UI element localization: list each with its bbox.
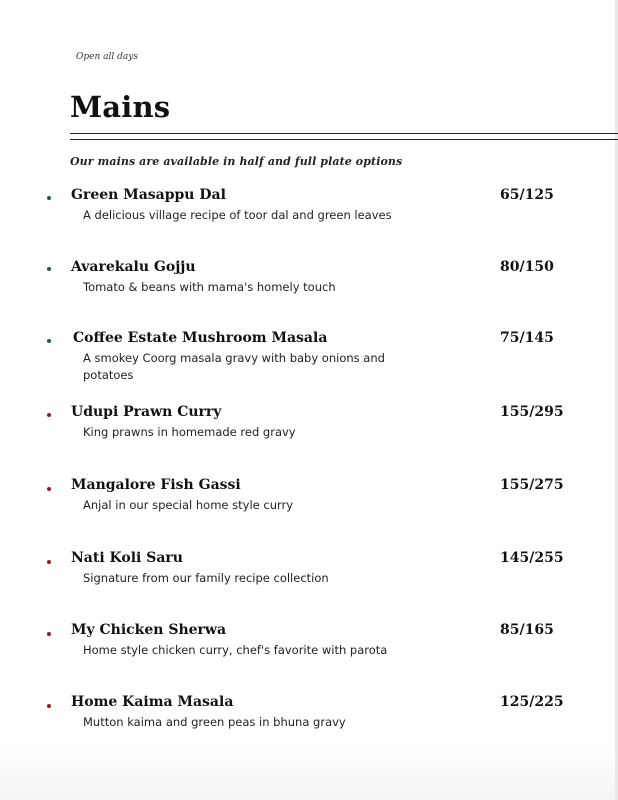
dish-description: Signature from our family recipe collection [83, 571, 329, 585]
dish-description: Anjal in our special home style curry [83, 498, 294, 512]
section-title: Mains [70, 90, 171, 124]
dish-price: 145/255 [500, 550, 564, 566]
dish-price: 65/125 [500, 187, 554, 203]
dish-description: King prawns in homemade red gravy [83, 425, 296, 439]
dish-price: 80/150 [500, 259, 554, 275]
dish-name: Nati Koli Saru [71, 550, 183, 566]
dish-name: Home Kaima Masala [71, 694, 234, 710]
dish-description: Home style chicken curry, chef's favorite with parota [83, 643, 388, 657]
veg-bullet-icon [47, 267, 51, 271]
dish-price: 155/275 [500, 477, 564, 493]
menu-item [40, 622, 580, 682]
menu-item [40, 550, 580, 610]
dish-name: Mangalore Fish Gassi [71, 477, 241, 493]
dish-name: My Chicken Sherwa [71, 622, 227, 638]
veg-bullet-icon [47, 196, 51, 200]
title-rule-bottom [70, 139, 618, 140]
menu-item [40, 694, 580, 754]
dish-price: 125/225 [500, 694, 564, 710]
dish-price: 155/295 [500, 404, 564, 420]
title-rule-top [70, 133, 618, 134]
dish-price: 75/145 [500, 330, 554, 346]
dish-price: 85/165 [500, 622, 554, 638]
nonveg-bullet-icon [47, 704, 51, 708]
nonveg-bullet-icon [47, 632, 51, 636]
section-subtitle: Our mains are available in half and full plate options [70, 155, 403, 168]
dish-description: Tomato & beans with mama's homely touch [83, 280, 336, 294]
dish-description: A delicious village recipe of toor dal and green leaves [83, 208, 392, 222]
dish-name: Coffee Estate Mushroom Masala [73, 330, 328, 346]
veg-bullet-icon [47, 339, 51, 343]
menu-item [40, 330, 580, 390]
dish-description: Mutton kaima and green peas in bhuna gravy [83, 715, 346, 729]
open-hours-note: Open all days [76, 52, 138, 62]
menu-item [40, 259, 580, 319]
menu-item [40, 187, 580, 247]
dish-name: Udupi Prawn Curry [71, 404, 222, 420]
menu-item [40, 404, 580, 464]
menu-item [40, 477, 580, 537]
dish-name: Avarekalu Gojju [71, 259, 196, 275]
dish-name: Green Masappu Dal [71, 187, 226, 203]
nonveg-bullet-icon [47, 560, 51, 564]
nonveg-bullet-icon [47, 413, 51, 417]
nonveg-bullet-icon [47, 487, 51, 491]
dish-description: A smokey Coorg masala gravy with baby onions and potatoes [83, 351, 385, 382]
